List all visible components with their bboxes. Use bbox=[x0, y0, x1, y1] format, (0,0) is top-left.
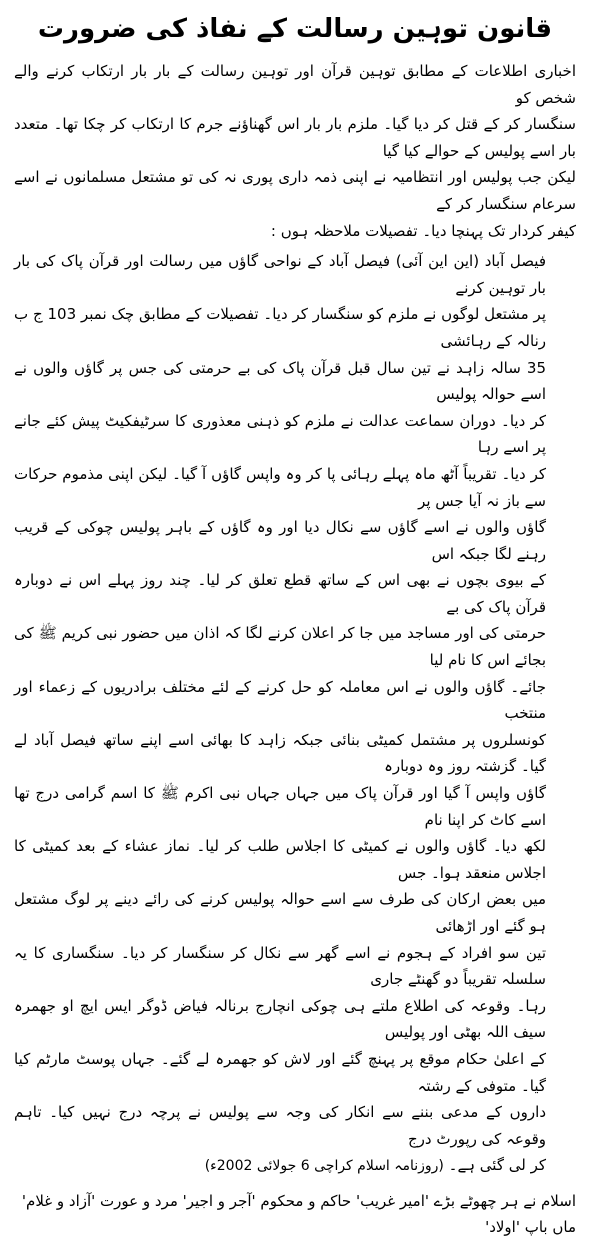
quote-line bbox=[14, 1152, 546, 1180]
intro-line: کیفر کردار تک پہنچا دیا۔ تفصیلات ملاحظہ ہوں : bbox=[270, 221, 576, 240]
quote-line: گاؤں والوں نے اسے گاؤں سے نکال دیا اور وہ گاؤں کے باہر پولیس چوکی کے قریب رہنے لگا جبکہ اس bbox=[14, 518, 546, 563]
intro-line: سنگسار کر کے قتل کر دیا گیا۔ ملزم بار بار اس گھناؤنے جرم کا ارتکاب کر چکا تھا۔ متعدد بار اسے پولیس کے حوالے کیا گیا bbox=[14, 115, 576, 160]
intro-line: لیکن جب پولیس اور انتظامیہ نے اپنی ذمہ داری پوری نہ کی تو مشتعل مسلمانوں نے اسے سرعام سنگسار کر کے bbox=[14, 168, 576, 213]
quote-line: کر دیا۔ تقریباً آٹھ ماہ پہلے رہائی پا کر وہ واپس گاؤں آ گیا۔ لیکن اپنی مذموم حرکات سے باز نہ آیا جس پر bbox=[14, 464, 546, 510]
quote-line-end: کر لی گئی ہے۔ bbox=[448, 1156, 546, 1175]
quote-line: پر مشتعل لوگوں نے ملزم کو سنگسار کر دیا۔ تفصیلات کے مطابق چک نمبر 103 ج ب رنالہ کے رہائشی bbox=[14, 305, 546, 350]
intro-line: اخباری اطلاعات کے مطابق توہین قرآن اور توہین رسالت کے بار بار ارتکاب کرنے والے شخص کو bbox=[14, 62, 576, 107]
footer-line: اسلام نے ہر چھوٹے بڑے 'امیر غریب' حاکم و محکوم 'آجر و اجیر' مرد و عورت 'آزاد و غلام' ماں باپ 'اولاد' bbox=[21, 1191, 576, 1236]
quoted-news-report bbox=[14, 248, 576, 1180]
quote-line: فیصل آباد (این این آئی) فیصل آباد کے نواحی گاؤں میں رسالت اور قرآن پاک کی بار بار توہین کرنے bbox=[14, 252, 546, 297]
quote-line: رہا۔ وقوعہ کی اطلاع ملتے ہی چوکی انچارج برنالہ فیاض ڈوگر ایس ایچ او جھمرہ سیف اللہ بھٹی اور پولیس bbox=[14, 996, 546, 1042]
quote-line: داروں کے مدعی بننے سے انکار کی وجہ سے پولیس نے پرچہ درج نہیں کیا۔ تاہم وقوعہ کی رپورٹ درج bbox=[14, 1103, 546, 1148]
source-citation: (روزنامہ اسلام کراچی 6 جولائی 2002ء) bbox=[204, 1158, 444, 1175]
quote-line: کر دیا۔ دوران سماعت عدالت نے ملزم کو ذہنی معذوری کا سرٹیفکیٹ پیش کئے جانے پر اسے رہا bbox=[14, 411, 546, 457]
quote-line: کے بیوی بچوں نے بھی اس کے ساتھ قطع تعلق کر لیا۔ چند روز پہلے اس نے دوبارہ قرآن پاک کی بے bbox=[14, 571, 546, 616]
quote-line: لکھ دیا۔ گاؤں والوں نے کمیٹی کا اجلاس طلب کر لیا۔ نماز عشاء کے بعد کمیٹی کا اجلاس منعقد ہوا۔ جس bbox=[14, 837, 546, 882]
intro-paragraph bbox=[14, 58, 576, 244]
quote-line: گاؤں واپس آ گیا اور قرآن پاک میں جہاں جہاں نبی اکرم ﷺ کا اسم گرامی درج تھا اسے کاٹ کر اپنا نام bbox=[14, 784, 546, 829]
quote-line: کونسلروں پر مشتمل کمیٹی بنائی جبکہ زاہد کا بھائی اسے اپنے ساتھ فیصل آباد لے گیا۔ گزشتہ روز وہ دوبارہ bbox=[14, 730, 546, 776]
article-title: قانون توہین رسالت کے نفاذ کی ضرورت bbox=[37, 14, 553, 44]
quote-line: 35 سالہ زاہد نے تین سال قبل قرآن پاک کی بے حرمتی کی جس پر گاؤں والوں نے اسے حوالہ پولیس bbox=[14, 358, 546, 404]
quote-line: کے اعلیٰ حکام موقع پر پہنچ گئے اور لاش کو جھمرہ لے گئے۔ جہاں پوسٹ مارٹم کیا گیا۔ متوفی کے رشتہ bbox=[14, 1049, 546, 1095]
quote-line: میں بعض ارکان کی طرف سے اسے حوالہ پولیس کرنے کی رائے دینے پر لوگ مشتعل ہو گئے اور اڑھائی bbox=[14, 890, 546, 935]
quote-line: حرمتی کی اور مساجد میں جا کر اعلان کرنے لگا کہ اذان میں حضور نبی کریم ﷺ کی بجائے اس کا نام لیا bbox=[14, 624, 546, 670]
quote-line: تین سو افراد کے ہجوم نے اسے گھر سے نکال کر سنگسار کر دیا۔ سنگساری کا یہ سلسلہ تقریباً دو گھنٹے جاری bbox=[14, 943, 546, 989]
quote-line: جائے۔ گاؤں والوں نے اس معاملہ کو حل کرنے کے لئے مختلف برادریوں کے زعماء اور منتخب bbox=[14, 677, 546, 723]
